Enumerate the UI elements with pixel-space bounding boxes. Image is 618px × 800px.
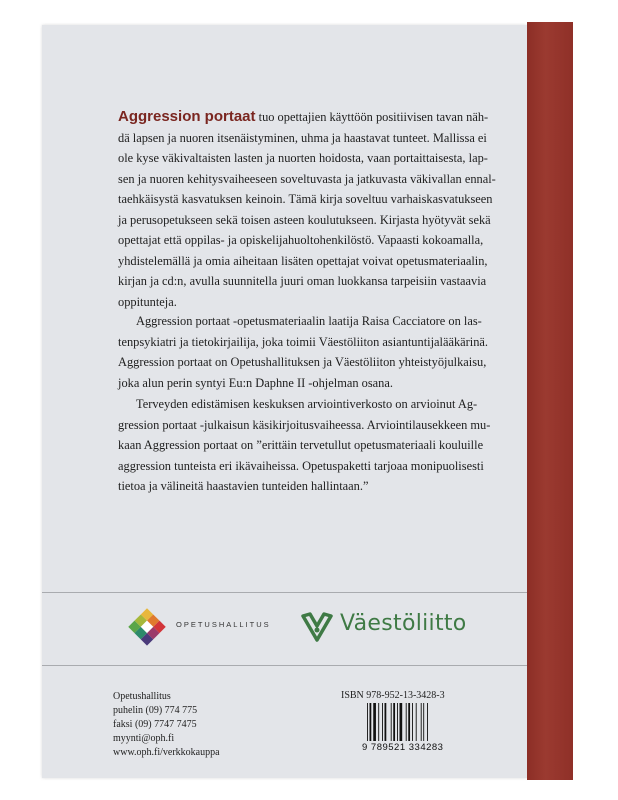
text-line: ja perusopetukseen sekä toisen asteen koulutukseen. Kirjasta hyötyvät sekä	[118, 212, 491, 227]
text-line: gression portaat -julkaisun käsikirjoitusvaiheessa. Arviointilausekkeen mu-	[118, 417, 491, 432]
text-line: tietoa ja välineitä haastavien tunteiden hallintaan.”	[118, 479, 369, 493]
text-line: sen ja nuoren kehitysvaiheeseen soveltuvasta ja jatkuvasta väkivallan ennal-	[118, 171, 496, 186]
text-line: kirjan ja cd:n, avulla suunnitella juuri oman luokkansa tarpeisiin vastaavia	[118, 274, 487, 288]
vaestoliitto-logo-text: Väestöliitto	[340, 611, 467, 636]
website: www.oph.fi/verkkokauppa	[113, 747, 220, 758]
text-line: Aggression portaat -opetusmateriaalin laatija Raisa Cacciatore on las-	[136, 314, 482, 328]
barcode-number: 9 789521 334283	[362, 742, 444, 753]
barcode-bar	[393, 703, 395, 741]
barcode-bar	[373, 703, 376, 741]
barcode-bar	[416, 703, 417, 741]
isbn-label: ISBN 978-952-13-3428-3	[341, 690, 445, 701]
phone: puhelin (09) 774 775	[113, 705, 198, 716]
barcode-bar	[406, 703, 407, 741]
text-line: joka alun perin syntyi Eu:n Daphne II -ohjelman osana.	[118, 375, 393, 390]
text-line: dä lapsen ja nuoren itsenäistyminen, uhma ja haastavat tunteet. Mallissa ei	[118, 130, 487, 145]
text-line: taehkäisystä kasvatuksen keinoin. Tämä kirja soveltuu varhaiskasvatukseen	[118, 192, 493, 206]
barcode-bar	[385, 703, 387, 741]
book-title-lead: Aggression portaat	[118, 108, 256, 125]
barcode-bar	[370, 703, 372, 741]
barcode-bar	[427, 703, 428, 741]
divider-top	[42, 592, 527, 593]
opetushallitus-logo-icon	[128, 608, 166, 646]
barcode-icon	[367, 703, 441, 741]
description-paragraph-2	[118, 311, 489, 393]
text-line: yhdistelemällä ja omia aiheitaan lisäten opettajat voivat opetusmateriaalin,	[118, 253, 488, 268]
barcode-bar	[408, 703, 410, 741]
publisher-name: Opetushallitus	[113, 691, 171, 702]
book-spine	[527, 22, 573, 780]
barcode-bar	[412, 703, 413, 741]
barcode-bar	[423, 703, 424, 741]
text-line: tenpsykiatri ja tietokirjailija, joka toimii Väestöliiton asiantuntijalääkärinä.	[118, 334, 489, 349]
text-line: kaan Aggression portaat on ”erittäin tervetullut opetusmateriaali kouluille	[118, 438, 484, 452]
text-line: Aggression portaat on Opetushallituksen ja Väestöliiton yhteistyöjulkaisu,	[118, 355, 487, 369]
barcode-bar	[378, 703, 379, 741]
barcode-bar	[382, 703, 383, 741]
barcode-bar	[397, 703, 398, 741]
barcode-bar	[391, 703, 392, 741]
text-line: opettajat että oppilas- ja opiskelijahuoltohenkilöstö. Vapaasti kokoamalla,	[118, 233, 484, 247]
description-paragraph-3	[118, 394, 491, 497]
text-line: Terveyden edistämisen keskuksen arviointiverkosto on arvioinut Ag-	[136, 397, 478, 411]
opetushallitus-logo-text: OPETUSHALLITUS	[176, 620, 271, 629]
barcode-bar	[421, 703, 422, 741]
divider-bottom	[42, 665, 527, 666]
publisher-contact	[113, 690, 220, 760]
barcode-bar	[400, 703, 403, 741]
fax: faksi (09) 7747 7475	[113, 719, 197, 730]
email: myynti@oph.fi	[113, 733, 175, 744]
barcode-bar	[367, 703, 368, 741]
vaestoliitto-logo-icon	[300, 610, 334, 644]
text-line: aggression tunteista eri ikävaiheissa. Opetuspaketti tarjoaa monipuolisesti	[118, 458, 484, 473]
description-paragraph-1: Aggression portaat tuo opettajien käyttöön positiivisen tavan näh- dä lapsen ja nuoren itsenäistyminen, uhma ja haastavat tunteet. Mallissa ei ole kyse väkivaltaisten lasten ja nuorten hoidosta, vaan portaittaisesta, lap- sen ja nuoren kehitysvaiheeseen soveltuvasta ja jatkuvasta väkivallan ennal- taehkäisystä kasvatuksen keinoin. Tämä kirja soveltuu varhaiskasvatukseen ja perusopetukseen sekä toisen asteen koulutukseen. Kirjasta hyötyvät sekä opettajat että oppilas- ja opiskelijahuoltohenkilöstö. Vapaasti kokoamalla, yhdistelemällä ja omia aiheitaan lisäten opettajat voivat opetusmateriaalin, kirjan ja cd:n, avulla suunnitella juuri oman luokkansa tarpeisiin vastaavia oppitunteja.	[118, 107, 444, 312]
text-line: oppitunteja.	[118, 294, 177, 309]
text-line: ole kyse väkivaltaisten lasten ja nuorten hoidosta, vaan portaittaisesta, lap-	[118, 151, 488, 165]
